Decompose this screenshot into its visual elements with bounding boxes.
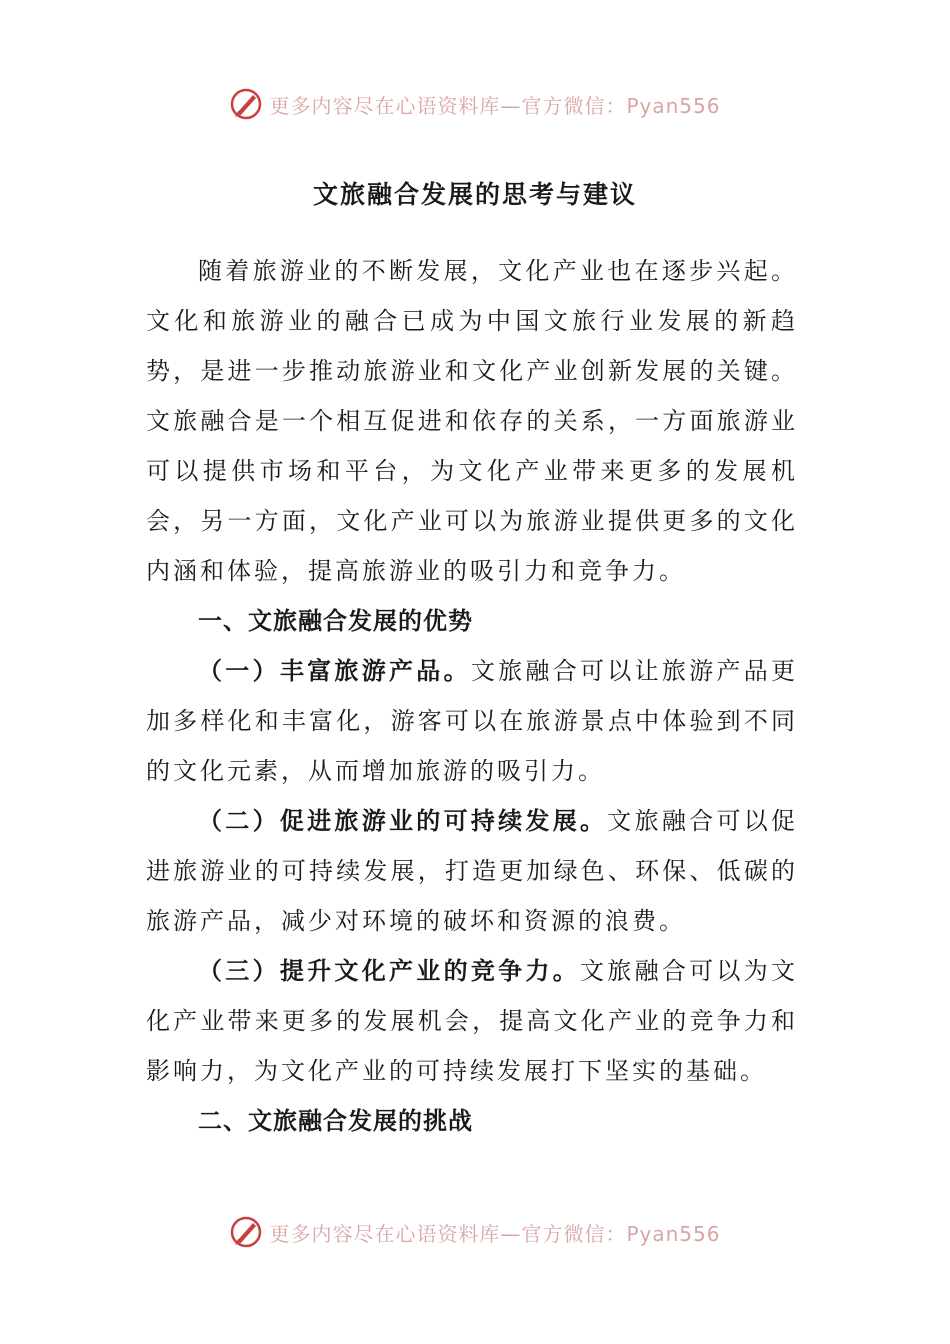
section1-item-1	[146, 646, 798, 796]
watermark-text: 更多内容尽在心语资料库—官方微信：Pyan556	[269, 93, 721, 118]
item-label: （一）丰富旅游产品。	[198, 656, 471, 685]
item-text: 文旅融合可以促进旅游业的可持续发展，打造更加绿色、环保、低碳的旅游产品，减少对环境的破坏和资源的浪费。	[146, 807, 799, 935]
document-body	[146, 246, 798, 1146]
section-heading-1: 一、文旅融合发展的优势	[198, 606, 473, 635]
document-title: 文旅融合发展的思考与建议	[312, 180, 637, 209]
watermark-footer	[0, 1212, 950, 1252]
section1-item-2	[146, 796, 798, 946]
watermark-header	[0, 84, 950, 124]
pen-circle-logo-icon	[229, 1215, 263, 1249]
section1-item-3	[146, 946, 798, 1096]
item-label: （二）促进旅游业的可持续发展。	[198, 806, 608, 835]
item-text: 文旅融合可以为文化产业带来更多的发展机会，提高文化产业的竞争力和影响力，为文化产业的可持续发展打下坚实的基础。	[146, 957, 798, 1085]
pen-circle-logo-icon	[229, 87, 263, 121]
section-heading-2: 二、文旅融合发展的挑战	[198, 1106, 473, 1135]
item-text: 文旅融合可以让旅游产品更加多样化和丰富化，游客可以在旅游景点中体验到不同的文化元素，从而增加旅游的吸引力。	[146, 657, 799, 785]
intro-paragraph: 随着旅游业的不断发展，文化产业也在逐步兴起。文化和旅游业的融合已成为中国文旅行业发展的新趋势，是进一步推动旅游业和文化产业创新发展的关键。文旅融合是一个相互促进和依存的关系，一方面旅游业可以提供市场和平台，为文化产业带来更多的发展机会，另一方面，文化产业可以为旅游业提供更多的文化内涵和体验，提高旅游业的吸引力和竞争力。	[146, 257, 798, 585]
item-label: （三）提升文化产业的竞争力。	[198, 956, 580, 985]
watermark-text: 更多内容尽在心语资料库—官方微信：Pyan556	[269, 1221, 721, 1246]
